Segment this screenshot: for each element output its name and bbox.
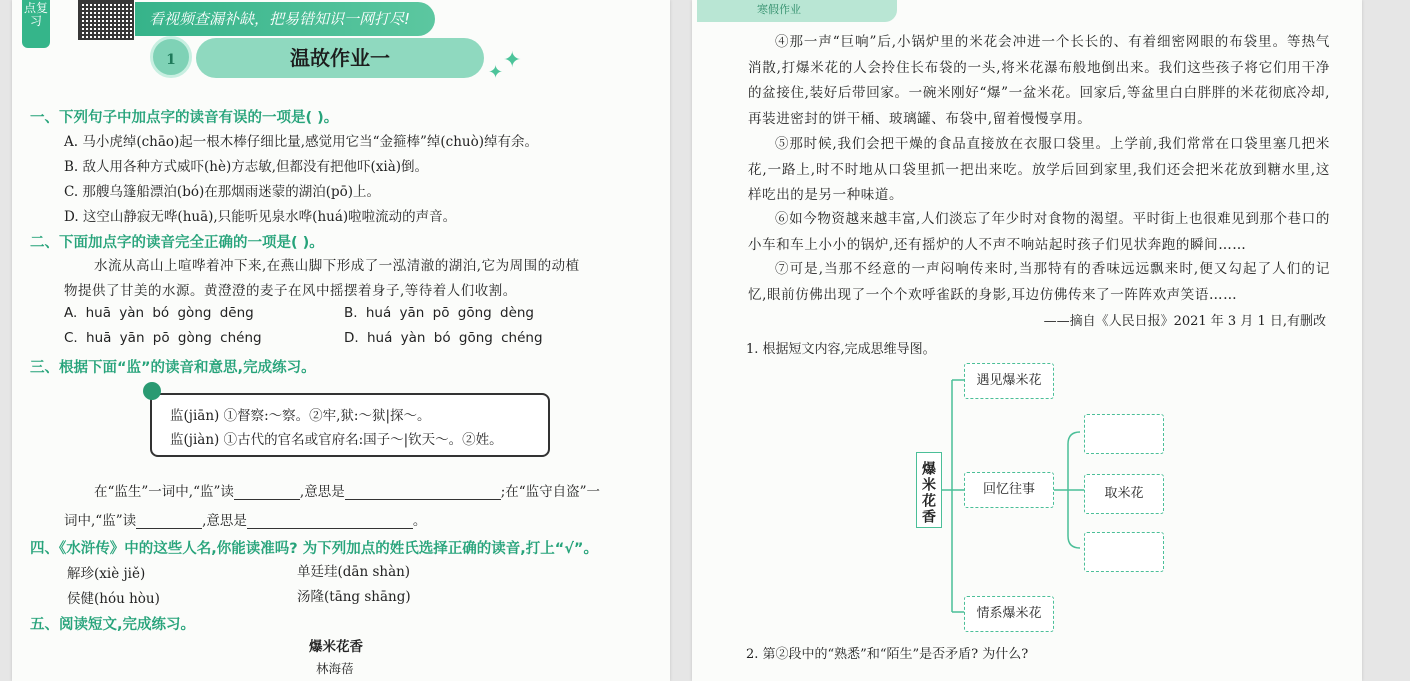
question-5-heading: 五、阅读短文,完成练习。 [30, 617, 196, 633]
q3-text: ,意思是 [202, 513, 247, 529]
q3-text: 。 [412, 513, 427, 529]
source-citation: ——摘自《人民日报》2021 年 3 月 1 日,有删改 [1043, 314, 1326, 329]
dict-entry-jian4: 监(jiàn) ①古代的官名或官府名:国子～|钦天～。②姓。 [170, 432, 503, 448]
mindmap-sub-node: 取米花 [1084, 474, 1164, 514]
right-question-2: 2. 第②段中的“熟悉”和“陌生”是否矛盾? 为什么? [746, 647, 1029, 662]
article-author: 林海蓓 [316, 661, 354, 676]
article-title: 爆米花香 [309, 639, 363, 655]
q2-option-c: C. huā yān pō gòng chéng [64, 330, 262, 346]
answer-blank[interactable] [234, 485, 300, 500]
sparkle-icon: ✦ [488, 62, 504, 83]
sparkle-icon: ✦ [503, 48, 522, 73]
answer-blank[interactable] [136, 514, 202, 529]
q3-fill-line-2 [64, 509, 426, 529]
question-1-heading: 一、下列句子中加点字的读音有误的一项是( )。 [30, 110, 339, 126]
q4-name-2: 单廷珪(dān shàn) [297, 564, 411, 580]
side-tab-label: 点复习 [22, 0, 50, 48]
right-question-1: 1. 根据短文内容,完成思维导图。 [746, 342, 936, 357]
q1-option-c: C. 那艘乌篷船漂泊(bó)在那烟雨迷蒙的湖泊(pō)上。 [64, 184, 381, 200]
q3-text: ;在“监守自盗”一 [500, 484, 601, 500]
mindmap-node-2: 回忆往事 [964, 472, 1054, 508]
q2-option-a: A. huā yàn bó gòng dēng [64, 305, 254, 321]
q2-option-b: B. huá yān pō gōng dèng [344, 305, 534, 321]
mindmap-node-3: 情系爆米花 [964, 596, 1054, 632]
q4-name-3: 侯健(hóu hòu) [67, 591, 160, 607]
mindmap-node-1: 遇见爆米花 [964, 363, 1054, 399]
q3-text: 在“监生”一词中,“监”读 [94, 484, 234, 500]
q2-passage-line-2: 物提供了甘美的水源。黄澄澄的麦子在风中摇摆着身子,等待着人们收割。 [64, 283, 517, 299]
q3-fill-line-1 [94, 480, 600, 500]
answer-blank[interactable] [247, 514, 413, 529]
q2-passage-line-1: 水流从高山上喧哗着冲下来,在燕山脚下形成了一泓清澈的湖泊,它为周围的动植 [94, 258, 580, 274]
answer-blank[interactable] [345, 485, 501, 500]
mindmap-root: 爆米花香 [916, 452, 942, 528]
q1-option-d: D. 这空山静寂无哗(huā),只能听见泉水哗(huá)啦啦流动的声音。 [64, 209, 457, 225]
paragraph-5: ⑤那时候,我们会把干燥的食品直接放在衣服口袋里。上学前,我们常常在口袋里塞几把米花,一路上,时不时地从口袋里抓一把出来吃。放学后回到家里,我们还会把米花放到糖水里,这样吃出的是另一种味道。 [748, 136, 1330, 203]
page-title: 温故作业一 [196, 38, 484, 78]
mindmap-sub-blank-1[interactable] [1084, 414, 1164, 454]
q2-option-d: D. huá yàn bó gōng chéng [344, 330, 543, 346]
qr-code-icon [78, 0, 134, 40]
pin-icon [143, 382, 161, 400]
q1-option-a: A. 马小虎绰(chāo)起一根木棒仔细比量,感觉用它当“金箍棒”绰(chuò)绰有余。 [64, 134, 539, 150]
paragraph-6: ⑥如今物资越来越丰富,人们淡忘了年少时对食物的渴望。平时街上也很难见到那个巷口的小车和车上小小的锅炉,还有摇炉的人不声不响站起时孩子们见状奔跑的瞬间…… [748, 211, 1330, 253]
question-3-heading: 三、根据下面“监”的读音和意思,完成练习。 [30, 360, 316, 376]
dict-entry-jian1: 监(jiān) ①督察:～察。②牢,狱:～狱|探～。 [170, 408, 431, 424]
slogan-banner: 看视频查漏补缺，把易错知识一网打尽! [135, 2, 435, 36]
mindmap-sub-blank-2[interactable] [1084, 532, 1164, 572]
paragraph-4: ④那一声“巨响”后,小锅炉里的米花会冲进一个长长的、有着细密网眼的布袋里。等热气消散,打爆米花的人会拎住长布袋的一头,将米花瀑布般地倒出来。我们这些孩子将它们用干净的盆接住,装好后带回家。一碗米刚好“爆”一盆米花。回家后,等盆里白白胖胖的米花彻底冷却,再装进密封的饼干桶、玻璃罐、布袋中,留着慢慢享用。 [748, 34, 1330, 127]
q4-name-1: 解珍(xiè jiě) [67, 566, 146, 582]
question-4-heading: 四、《水浒传》中的这些人名,你能读准吗? 为下列加点的姓氏选择正确的读音,打上“√”。 [30, 541, 598, 557]
title-badge: 1 [150, 36, 192, 78]
q4-name-4: 汤隆(tāng shāng) [297, 589, 411, 605]
q1-option-b: B. 敌人用各种方式威吓(hè)方志敏,但都没有把他吓(xià)倒。 [64, 159, 429, 175]
q3-text: 词中,“监”读 [64, 513, 137, 529]
right-page-header: 寒假作业 [697, 0, 897, 22]
question-2-heading: 二、下面加点字的读音完全正确的一项是( )。 [30, 235, 324, 251]
paragraph-7: ⑦可是,当那不经意的一声闷响传来时,当那特有的香味远远飘来时,便又勾起了人们的记忆,眼前仿佛出现了一个个欢呼雀跃的身影,耳边仿佛传来了一阵阵欢声笑语…… [748, 261, 1330, 303]
q3-text: ,意思是 [299, 484, 345, 500]
